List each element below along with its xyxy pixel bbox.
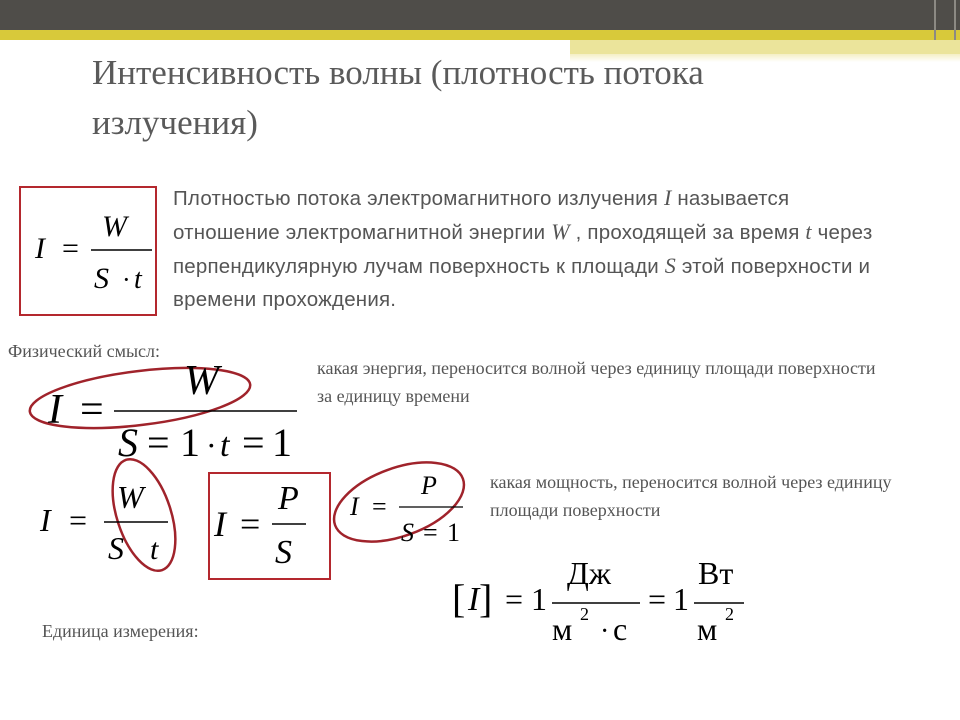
formula-I: I [214,504,226,544]
slide-title: Интенсивность волны (плотность потока излучения) [92,53,704,142]
formula-W: W [102,210,127,243]
formula-definition-boxed [20,187,156,315]
formula-equals: = [648,581,667,617]
formula-equals: = [62,232,79,265]
formula-I: I [35,232,45,265]
definition-part: через перпендикулярную лучам поверхность к площади [173,221,873,278]
formula-P: P [278,480,299,517]
formula-equals: = [240,504,261,544]
formula-t: t [150,533,159,566]
bracket-right: ] [479,576,493,621]
formula-I: I [48,387,62,433]
meaning-energy-text: какая энергия, переносится волной через единицу площади поверхности за единицу времени [317,358,876,406]
formula-box [209,473,330,579]
unit-joule: Дж [567,555,611,591]
formula-equals: = [242,420,265,465]
formula-one: 1 [673,581,689,617]
formula-one: 1 [447,518,460,547]
formula-P: P [421,471,437,500]
unit-second: с [613,611,628,647]
formula-equals: = [423,518,438,547]
unit-label: Единица измерения: [42,621,199,641]
formula-power-unit-area [323,447,474,557]
formula-I: I [350,492,359,521]
formula-W: W [184,358,219,404]
formula-W: W [117,479,144,515]
formula-equals: = [80,387,104,433]
symbol-I: I [663,185,672,210]
unit-watt: Вт [698,555,734,591]
definition-part: этой поверхности и времени прохождения. [173,255,871,311]
symbol-W: W [551,219,570,244]
exponent-two: 2 [725,604,734,624]
formula-equals: = [505,581,524,617]
formula-t: t [220,427,230,464]
formula-dot: · [206,427,217,463]
formula-power-over-area-boxed [209,473,330,579]
bracket-left: [ [452,576,466,621]
formula-physical-meaning [27,358,297,465]
formula-dot: · [122,265,131,294]
formula-equals: = [372,492,387,521]
symbol-t: t [805,219,812,244]
formula-energy-over-area-time [39,451,188,578]
formula-one: 1 [531,581,547,617]
unit-meter: м [552,611,573,647]
meaning-power-text: какая мощность, переносится волной через единицу площади поверхности [490,472,892,520]
formula-dot: · [600,616,610,647]
formula-S: S [94,262,109,295]
formula-t: t [134,264,142,295]
symbol-S: S [664,253,676,278]
formula-S: S [275,534,292,571]
formula-one: 1 [180,420,200,465]
formula-one: 1 [272,420,292,465]
formula-units [452,555,744,647]
formula-equals: = [147,420,170,465]
formula-S: S [401,518,414,547]
formula-S: S [108,530,124,566]
formula-S: S [118,420,138,465]
physical-meaning-label: Физический смысл: [8,341,161,361]
exponent-two: 2 [580,604,589,624]
definition-part: называется отношение электромагнитной энергии [173,187,790,244]
formula-I: I [468,581,480,618]
unit-meter: м [697,611,718,647]
definition-part: , проходящей за время [569,221,806,244]
formula-equals: = [69,502,88,538]
definition-part: Плотностью потока электромагнитного излучения [173,187,664,210]
formula-I: I [40,502,51,538]
